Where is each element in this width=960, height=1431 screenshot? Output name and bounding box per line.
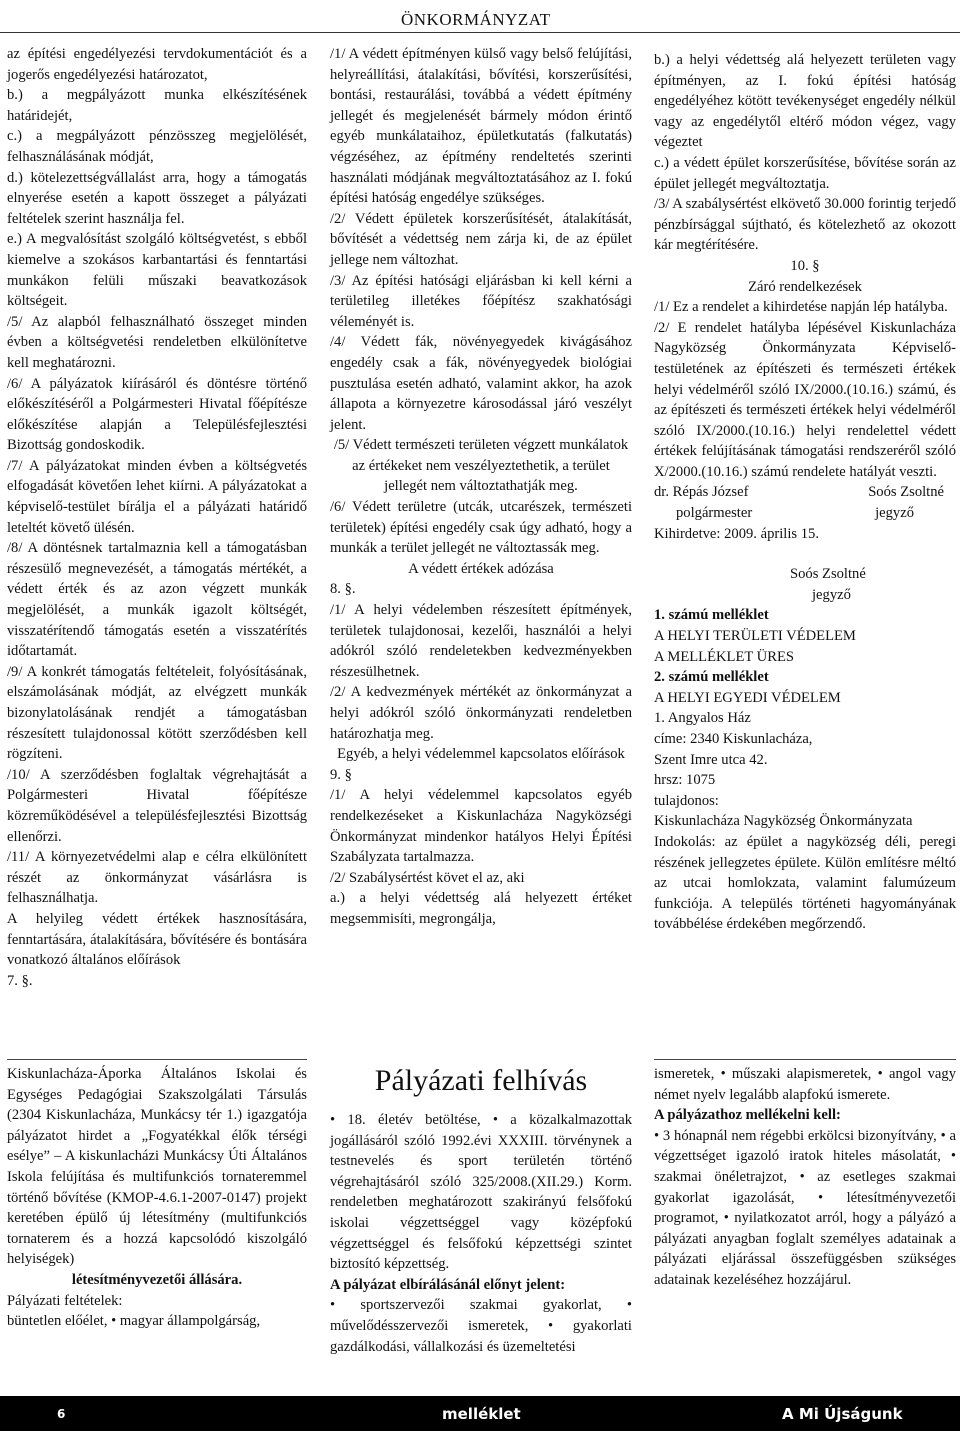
signatory-title: jegyző <box>875 505 914 522</box>
ad-text: ismeretek, • műszaki alapismeretek, • angol vagy német nyelv legalább alapfokú ismerete. <box>654 1066 956 1103</box>
annex-text: A HELYI TERÜLETI VÉDELEM <box>654 628 856 645</box>
signatory-name: dr. Répás József <box>654 484 749 501</box>
paragraph: az építési engedélyezési tervdokumentációt és a jogerős engedélyezési határozatot, <box>7 46 307 83</box>
page-footer <box>0 1396 960 1431</box>
ad-title: Pályázati felhívás <box>374 1064 588 1097</box>
paragraph: /2/ A kedvezmények mértékét az önkormányzat a helyi adókról szóló önkormányzati rendeletben határozhatja meg. <box>330 684 632 742</box>
ad-position: létesítményvezetői állására. <box>71 1271 243 1288</box>
ad-text: • 3 hónapnál nem régebbi erkölcsi bizonyítvány, • a végzettséget igazoló iratok hiteles másolatát, • szakmai önéletrajzot, • az esetleges szakmai gyakorlat igazolását, • létesítményvezetői programot, • nyilatkozatot arról, hogy a pályázó a pályázati anyagban foglalt személyes adatainak a pályázati eljárással összefüggésben szükséges adatainak kezeléséhez hozzájárul. <box>654 1127 956 1288</box>
paragraph: /3/ A szabálysértést elkövető 30.000 forintig terjedő pénzbírsággal sújtható, és kötelezhető az okozott kár megtérítésére. <box>654 196 956 254</box>
paragraph: /7/ A pályázatokat minden évben a költségvetés elfogadását követően lehet kiírni. A pályázatokat a képviselő-testület bírálja el a pályázati határidő leteltét követő ülésén. <box>7 457 307 536</box>
subheading: Záró rendelkezések <box>748 278 862 295</box>
paragraph: d.) kötelezettségvállalást arra, hogy a támogatás elnyerése esetén a kapott összeget a pályázati feltételek szerint használja fel. <box>7 169 307 227</box>
paragraph: /1/ A helyi védelemben részesített építmények, területek tulajdonosai, kezelői, használói a helyi adókról szóló rendeletekben kedvezményekben részesülhetnek. <box>330 602 632 680</box>
ad-text: • sportszervezői szakmai gyakorlat, • művelődésszervezői ismeretek, • gyakorlati gazdálkodási, vállalkozási és üzemeltetési <box>330 1297 632 1355</box>
paragraph: 7. §. <box>7 972 33 989</box>
paragraph: a.) a helyi védettség alá helyezett értéket megsemmisíti, megrongálja, <box>330 890 632 927</box>
subheading: Egyéb, a helyi védelemmel kapcsolatos előírások <box>337 746 625 763</box>
separator-line <box>7 1059 307 1060</box>
paragraph: /11/ A környezetvédelmi alap e célra elkülönített részét az önkormányzat vásárlásra is felhasználhatja. <box>7 849 307 907</box>
annex-title: 1. számú melléklet <box>654 607 769 624</box>
paragraph: /10/ A szerződésben foglaltak végrehajtását a Polgármesteri Hivatal főépítésze közreműködésével a településfejlesztési Bizottság ellenőrzi. <box>7 766 307 845</box>
column-2 <box>330 44 632 930</box>
ad-text: büntetlen előélet, • magyar állampolgárság, <box>7 1313 261 1330</box>
ad-text: Kiskunlacháza-Áporka Általános Iskolai és Egységes Pedagógiai Szakszolgálati Társulás (2304 Kiskunlacháza, Munkácsy tér 1.) igazgatója pályázatot hirdet a „Fogyatékkal élők térségi esélye” – A kiskunlacházi Munkácsy Úti Általános Iskola felújítása és multifunkciós tornateremmel történő bővítése (KMOP-4.6.1-2007-0147) projekt keretében épülő új létesítmény (multifunkciós tornaterem és a hozzá kapcsolódó kiszolgáló helyiségek) <box>7 1066 307 1268</box>
paragraph: /4/ Védett fák, növényegyedek kivágásához engedély csak a fák, növényegyedek biológiai pusztulása esetén adható, valamint akkor, ha azok állapota a környezetre károsodással járó veszélyt jelent. <box>330 334 632 433</box>
ad-column-2 <box>330 1110 632 1357</box>
subheading: A védett értékek adózása <box>408 560 554 577</box>
paragraph: /8/ A döntésnek tartalmaznia kell a támogatásban részesülő megnevezését, a támogatás mértékét, a védett érték és az azon végzett munkák megjelölését, a munkák igazolt költségét, visszatérítendő támogatás esetén a visszatérítés időtartamát. <box>7 540 307 660</box>
paragraph: c.) a megpályázott pénzösszeg megjelölését, felhasználásának módját, <box>7 128 307 165</box>
ad-column-1 <box>7 1064 307 1332</box>
paragraph: b.) a helyi védettség alá helyezett területen vagy építményen, az I. fokú építési hatóság engedélyéhez kötött tevékenységet engedély nélkül vagy az engedélytől eltérő módon végez, vagy végeztet <box>654 52 956 151</box>
column-3 <box>654 50 956 935</box>
signature-titles <box>654 503 956 524</box>
paragraph: A helyileg védett értékek hasznosítására, fenntartására, átalakítására, bővítésére és bontására vonatkozó általános előírások <box>7 910 307 969</box>
paragraph: /2/ E rendelet hatályba lépésével Kiskunlacháza Nagyközség Önkormányzata Képviselő-testületének az építészeti és természeti értékek helyi védelméről szóló IX/2000.(10.16.) számú, és az építészeti és természeti értékek helyi védelméről szóló IX/2000.(10.16.) helyi rendelettel védett értékek felújításának támogatási rendszeréről szóló X/2000.(10.16.) számú rendelete hatályát veszti. <box>654 319 956 480</box>
column-1 <box>7 44 307 991</box>
signatory-title: polgármester <box>676 505 753 522</box>
ad-label: A pályázat elbírálásánál előnyt jelent: <box>330 1276 566 1293</box>
paragraph: /5/ Az alapból felhasználható összeget minden évben a költségvetési rendeletben elkülönítetve kell meghatározni. <box>7 313 307 371</box>
paragraph: Indokolás: az épület a nagyközség déli, peregi részének jellegzetes épülete. Külön említésre méltó az utcai homlokzata, valamint falumúzeum funkciója. A település történeti hagyományának továbbélése érdekében megőrzendő. <box>654 833 956 933</box>
ad-column-3 <box>654 1064 956 1291</box>
annex-text: A HELYI EGYEDI VÉDELEM <box>654 689 841 706</box>
paragraph: /1/ A védett építményen külső vagy belső felújítási, helyreállítási, átalakítási, bővítési, korszerűsítési, bontási, restaurálási, továbbá a védett építmény jellegét és megjelenését bármely módon érintő egyéb munkálataihoz, épületkutatás (falkutatás) végzéséhez, az építmény rendeltetés szerinti használati módjának megváltoztatásához az I. fokú építési hatóság engedélye szükséges. <box>330 46 632 207</box>
ad-label: A pályázathoz mellékelni kell: <box>654 1107 841 1124</box>
paragraph: /3/ Az építési hatósági eljárásban ki kell kérni a területileg illetékes főépítész szakhatósági véleményét is. <box>330 272 632 330</box>
annex-text: Szent Imre utca 42. <box>654 751 768 768</box>
paragraph: b.) a megpályázott munka elkészítésének határidejét, <box>7 87 307 124</box>
signatory-name: Soós Zsoltné <box>790 566 866 583</box>
promulgation-date: Kihirdetve: 2009. április 15. <box>654 525 819 542</box>
paragraph: c.) a védett épület korszerűsítése, bővítése során az épület jellegét megváltoztatja. <box>654 154 956 192</box>
section-header: ÖNKORMÁNYZAT <box>401 10 551 29</box>
paragraph: /6/ A pályázatok kiírásáról és döntésre történő előkészítéséről a Polgármesteri Hivatal főépítésze előkészítése alapján a Településfejlesztési Bizottság gondoskodik. <box>7 375 307 454</box>
paragraph: /2/ Szabálysértést követ el az, aki <box>330 869 525 886</box>
page-number: 6 <box>57 1407 66 1421</box>
annex-text: A MELLÉKLET ÜRES <box>654 648 794 665</box>
ad-label: Pályázati feltételek: <box>7 1292 123 1309</box>
section-number: 10. § <box>790 257 820 274</box>
paragraph: /5/ Védett természeti területen végzett munkálatok az értékeket nem veszélyeztethetik, a terület jellegét nem változtathatják meg. <box>333 437 629 495</box>
newspaper-name: A Mi Újságunk <box>782 1405 903 1423</box>
annex-text: 1. Angyalos Ház <box>654 710 751 727</box>
signatory-title: jegyző <box>812 586 851 603</box>
section-number: 8. §. <box>330 581 356 598</box>
annex-text: hrsz: 1075 <box>654 772 716 789</box>
separator-line <box>654 1059 956 1060</box>
paragraph: /1/ Ez a rendelet a kihirdetése napján lép hatályba. <box>654 299 948 316</box>
header-rule <box>0 32 960 33</box>
annex-text: címe: 2340 Kiskunlacháza, <box>654 731 813 747</box>
ad-text: • 18. életév betöltése, • a közalkalmazottak jogállásáról szóló 1992.évi XXXIII. törvénynek a testnevelés és sport területén történő végrehajtásáról szóló 325/2008.(XII.29.) Korm. rendeletben meghatározott szakirányú felsőfokú iskolai végzettséggel vagy középfokú végzettséggel és felsőfokú képzettségi szintet biztosító képzettség. <box>330 1112 632 1273</box>
paragraph: /9/ A konkrét támogatás feltételeit, folyósításának, elszámolásának módját, az elvégzett munkák bizonylatolásának rendjét a támogatásban részesített tulajdonossal kötött szerződésben kell rögzíteni. <box>7 663 307 763</box>
paragraph: /1/ A helyi védelemmel kapcsolatos egyéb rendelkezéseket a Kiskunlacháza Nagyközségi Önkormányzat mindenkor hatályos Helyi Építési Szabályzata tartalmazza. <box>330 787 632 866</box>
section-number: 9. § <box>330 766 352 783</box>
footer-section: melléklet <box>442 1405 521 1423</box>
annex-text: Kiskunlacháza Nagyközség Önkormányzata <box>654 813 913 830</box>
signatory-name: Soós Zsoltné <box>868 484 944 501</box>
paragraph: e.) A megvalósítást szolgáló költségvetést, s ebből kiemelve a szokásos karbantartási és fenntartási munkákon felüli műszaki beavatkozások költségeit. <box>7 231 307 310</box>
paragraph: /6/ Védett területre (utcák, utcarészek, természeti területek) építési engedély csak úgy adható, hogy a munkák a terület jellegét ne változtassák meg. <box>330 499 632 557</box>
signature-names <box>654 482 956 503</box>
annex-text: tulajdonos: <box>654 792 719 809</box>
paragraph: /2/ Védett épületek korszerűsítését, átalakítását, bővítését a védettség nem zárja ki, de az épület jellege nem változhat. <box>330 210 632 268</box>
annex-title: 2. számú melléklet <box>654 669 769 686</box>
